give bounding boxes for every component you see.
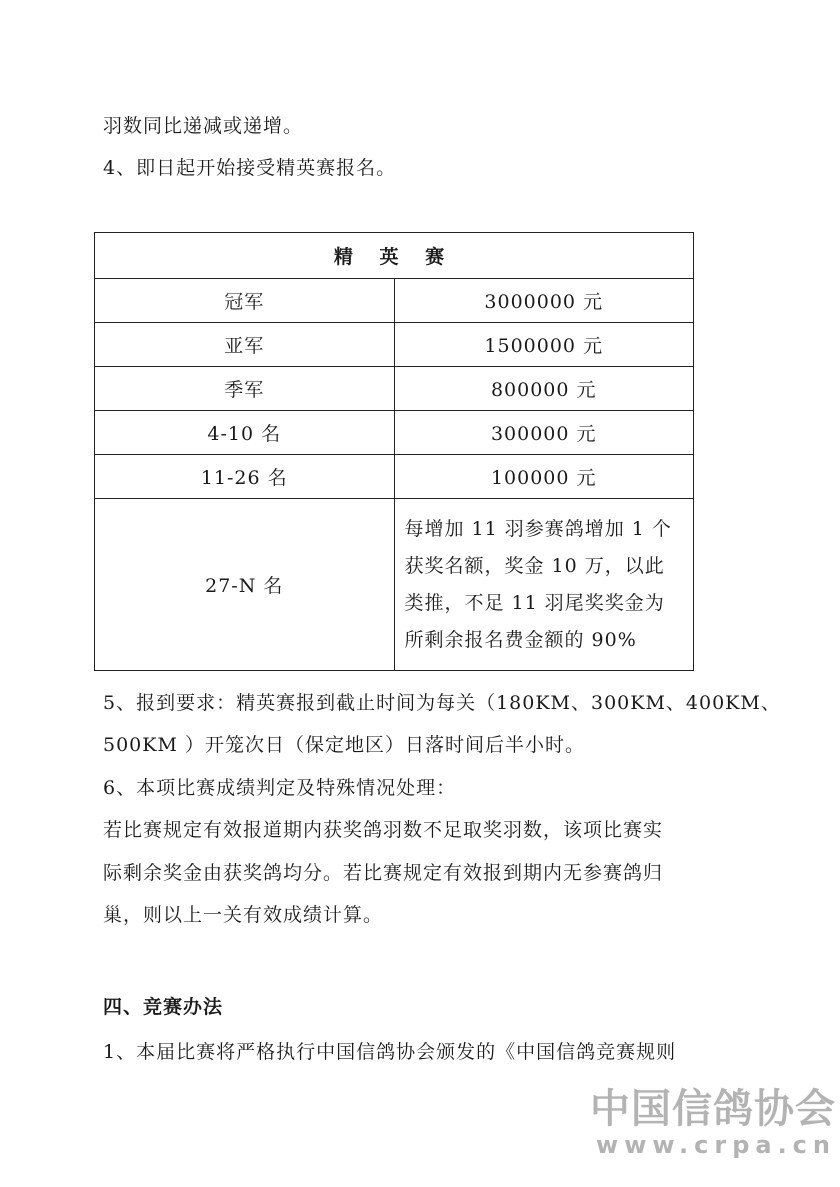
paragraph-line: 500KM ）开笼次日（保定地区）日落时间后半小时。 xyxy=(103,734,585,756)
paragraph-line: 巢，则以上一关有效成绩计算。 xyxy=(103,904,384,926)
prize-cell: 3000000 元 xyxy=(394,279,694,323)
prize-table xyxy=(94,232,694,671)
paragraph-line: 羽数同比递减或递增。 xyxy=(103,115,304,137)
prize-cell: 300000 元 xyxy=(394,411,694,455)
rank-cell: 冠军 xyxy=(95,279,395,323)
table-title: 精 英 赛 xyxy=(95,233,694,279)
table-row xyxy=(95,367,694,411)
watermark xyxy=(590,1087,836,1159)
rank-cell: 4-10 名 xyxy=(95,411,395,455)
watermark-name: 中国信鸽协会 xyxy=(590,1086,836,1132)
prize-cell: 100000 元 xyxy=(394,455,694,499)
table-row xyxy=(95,499,694,671)
paragraph-line: 4、即日起开始接受精英赛报名。 xyxy=(103,157,397,179)
table-row xyxy=(95,279,694,323)
paragraph-line: 际剩余奖金由获奖鸽均分。若比赛规定有效报到期内无参赛鸽归 xyxy=(103,862,664,884)
note-line: 每增加 11 羽参赛鸽增加 1 个 xyxy=(404,517,672,540)
prize-cell: 1500000 元 xyxy=(394,323,694,367)
section-heading: 四、竞赛办法 xyxy=(103,996,224,1018)
rank-cell: 27-N 名 xyxy=(95,499,395,671)
note-line: 类推，不足 11 羽尾奖奖金为 xyxy=(404,591,665,614)
rank-cell: 亚军 xyxy=(95,323,395,367)
prize-note-cell xyxy=(394,499,694,671)
note-line: 所剩余报名费金额的 90% xyxy=(404,628,637,651)
paragraph-line: 6、本项比赛成绩判定及特殊情况处理： xyxy=(103,777,457,799)
table-row xyxy=(95,411,694,455)
paragraph-line: 若比赛规定有效报道期内获奖鸽羽数不足取奖羽数，该项比赛实 xyxy=(103,819,664,841)
paragraph-line: 5、报到要求：精英赛报到截止时间为每关（180KM、300KM、400KM、 xyxy=(103,692,781,714)
rank-cell: 11-26 名 xyxy=(95,455,395,499)
watermark-url: www.crpa.cn xyxy=(596,1131,836,1159)
rank-cell: 季军 xyxy=(95,367,395,411)
prize-cell: 800000 元 xyxy=(394,367,694,411)
table-row xyxy=(95,323,694,367)
table-row xyxy=(95,455,694,499)
note-line: 获奖名额，奖金 10 万，以此 xyxy=(404,554,665,577)
paragraph-line: 1、本届比赛将严格执行中国信鸽协会颁发的《中国信鸽竞赛规则 xyxy=(103,1041,677,1063)
